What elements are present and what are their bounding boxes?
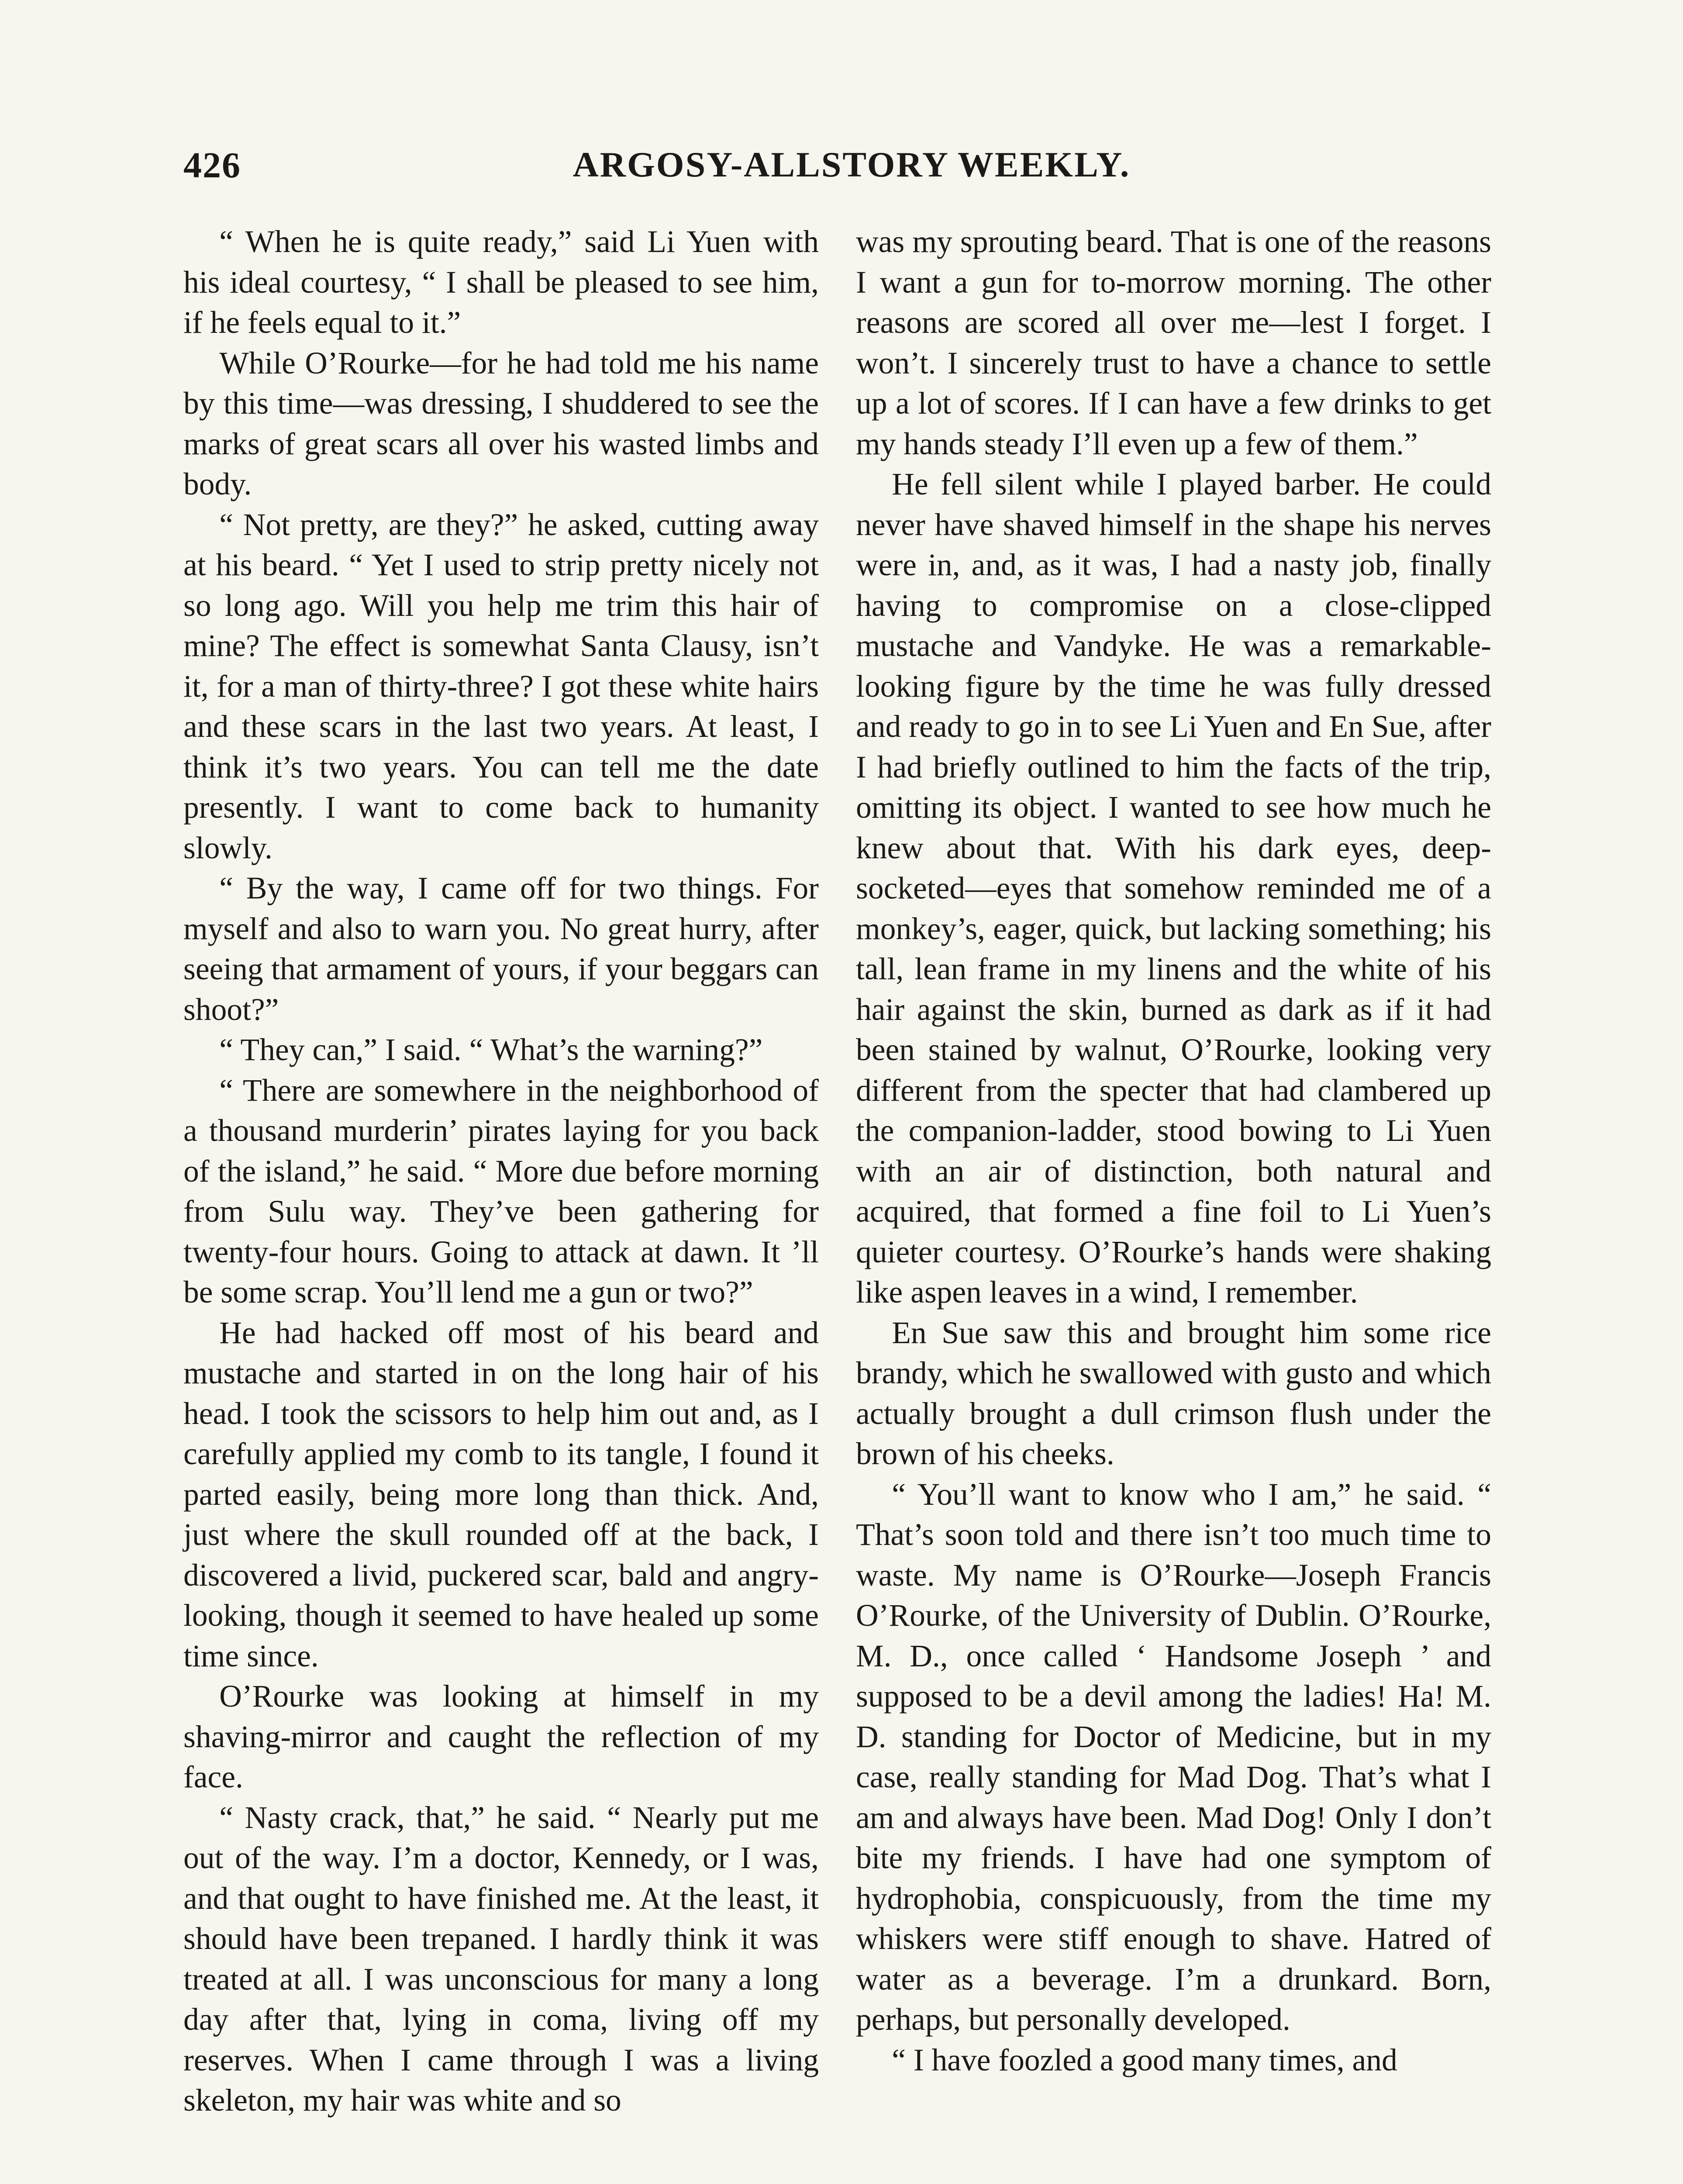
paragraph: He had hacked off most of his beard and mustache and started in on the long hair of his head. I took the scissors to help him out and, as I carefully applied my comb to its tangle, I found it parted easily, being more long than thick. And, just where the skull rounded off at the back, I discovered a livid, puckered scar, bald and angry-looking, though it seemed to have healed up some time since.: [183, 1315, 819, 1673]
left-text-column: [183, 222, 819, 2121]
paragraph: He fell silent while I played barber. He could never have shaved himself in the shape his nerves were in, and, as it was, I had a nasty job, finally having to compromise on a close-clipped mustache and Vandyke. He was a remarkable-looking figure by the time he was fully dressed and ready to go in to see Li Yuen and En Sue, after I had briefly outlined to him the facts of the trip, omitting its object. I wanted to see how much he knew about that. With his dark eyes, deep-socketed—eyes that somehow reminded me of a monkey’s, eager, quick, but lacking something; his tall, lean frame in my linens and the white of his hair against the skin, burned as dark as if it had been stained by walnut, O’Rourke, looking very different from the specter that had clambered up the companion-ladder, stood bowing to Li Yuen with an air of distinction, both natural and acquired, that formed a fine foil to Li Yuen’s quieter courtesy. O’Rourke’s hands were shaking like aspen leaves in a wind, I remember.: [856, 467, 1491, 1310]
paragraph: En Sue saw this and brought him some rice brandy, which he swallowed with gusto and which actually brought a dull crimson flush under the brown of his cheeks.: [856, 1315, 1491, 1471]
running-head: [183, 144, 1520, 192]
paragraph: “ By the way, I came off for two things. For myself and also to warn you. No great hurry, after seeing that armament of yours, if your beggars can shoot?”: [183, 871, 819, 1027]
publication-title: ARGOSY-ALLSTORY WEEKLY.: [572, 145, 1131, 184]
paragraph: “ When he is quite ready,” said Li Yuen with his ideal courtesy, “ I shall be pleased to see him, if he feels equal to it.”: [183, 225, 819, 340]
paragraph: O’Rourke was looking at himself in my shaving-mirror and caught the reflection of my face.: [183, 1679, 819, 1794]
paragraph: was my sprouting beard. That is one of the reasons I want a gun for to-morrow morning. The other reasons are scored all over me—lest I forget. I won’t. I sincerely trust to have a chance to settle up a lot of scores. If I can have a few drinks to get my hands steady I’ll even up a few of them.”: [856, 225, 1491, 461]
paragraph: While O’Rourke—for he had told me his name by this time—was dressing, I shuddered to see the marks of great scars all over his wasted limbs and body.: [183, 346, 819, 501]
paragraph: “ Nasty crack, that,” he said. “ Nearly put me out of the way. I’m a doctor, Kennedy, or I was, and that ought to have finished me. At the least, it should have been trepaned. I hardly think it was treated at all. I was unconscious for many a long day after that, lying in coma, living off my reserves. When I came through I was a living skeleton, my hair was white and so: [183, 1800, 819, 2118]
paragraph: “ I have foozled a good many times, and: [892, 2042, 1397, 2077]
paragraph: “ You’ll want to know who I am,” he said. “ That’s soon told and there isn’t too much time to waste. My name is O’Rourke—Joseph Francis O’Rourke, of the University of Dublin. O’Rourke, M. D., once called ‘ Handsome Joseph ’ and supposed to be a devil among the ladies! Ha! M. D. standing for Doctor of Medicine, but in my case, really standing for Mad Dog. That’s what I am and always have been. Mad Dog! Only I don’t bite my friends. I have had one symptom of hydrophobia, conspicuously, from the time my whiskers were stiff enough to shave. Hatred of water as a beverage. I’m a drunkard. Born, perhaps, but personally developed.: [856, 1477, 1491, 2037]
right-text-column: [856, 222, 1491, 2080]
paragraph: “ There are somewhere in the neighborhood of a thousand murderin’ pirates laying for you back of the island,” he said. “ More due before morning from Sulu way. They’ve been gathering for twenty-four hours. Going to attack at dawn. It ’ll be some scrap. You’ll lend me a gun or two?”: [183, 1073, 819, 1310]
paragraph: “ They can,” I said. “ What’s the warning?”: [219, 1033, 763, 1067]
page-number: 426: [183, 145, 241, 186]
paragraph: “ Not pretty, are they?” he asked, cutting away at his beard. “ Yet I used to strip pretty nicely not so long ago. Will you help me trim this hair of mine? The effect is somewhat Santa Clausy, isn’t it, for a man of thirty-three? I got these white hairs and these scars in the last two years. At least, I think it’s two years. You can tell me the date presently. I want to come back to humanity slowly.: [183, 507, 819, 865]
